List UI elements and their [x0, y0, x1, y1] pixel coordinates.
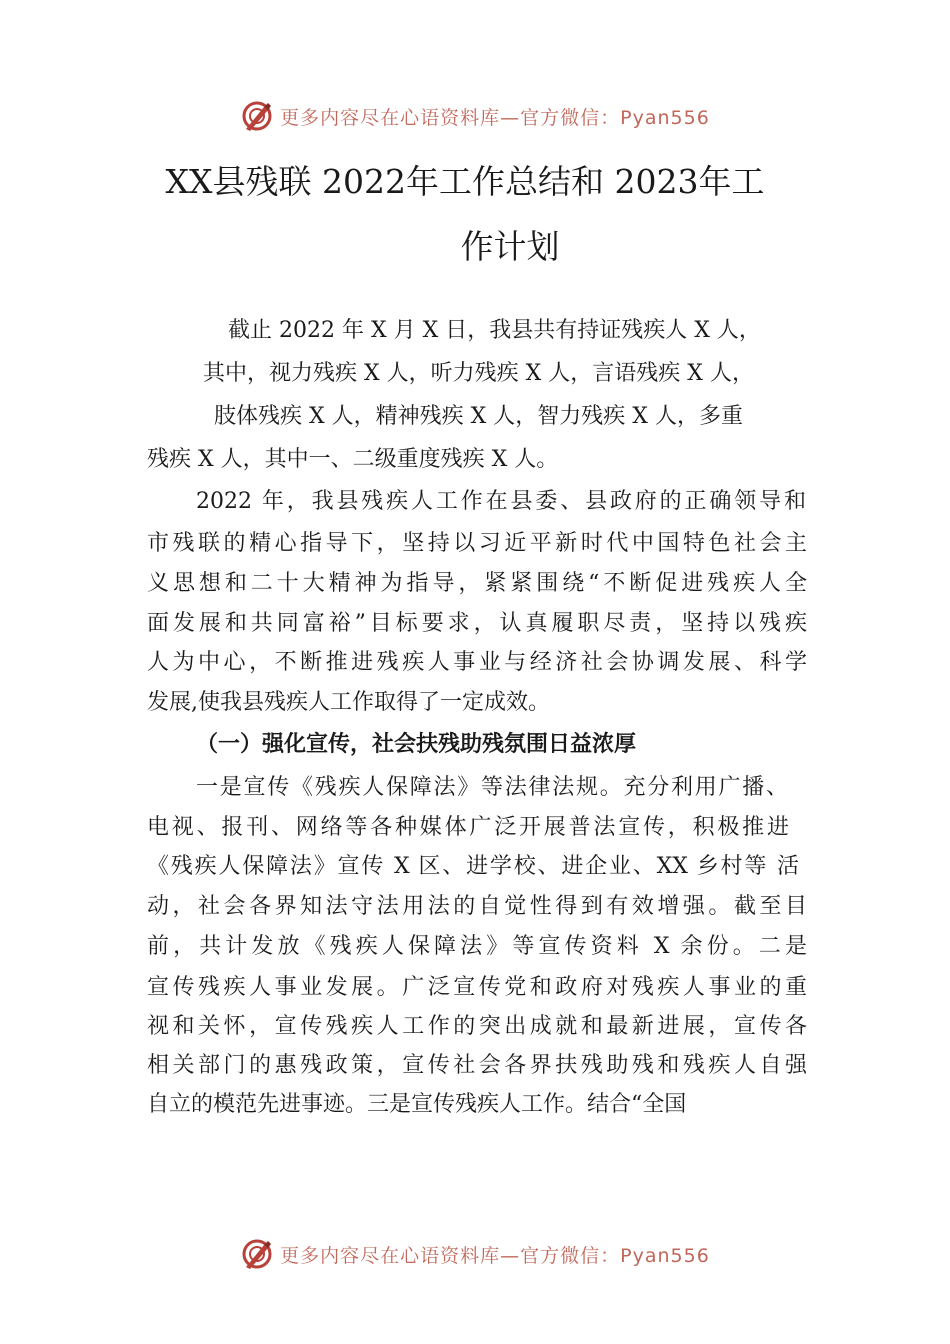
pen-logo-icon [240, 99, 274, 133]
body-line: 面发展和共同富裕”目标要求，认真履职尽责，坚持以残疾 [147, 611, 807, 636]
body-line: 一是宣传《残疾人保障法》等法律法规。充分利用广播、 [196, 775, 788, 800]
watermark-text: 更多内容尽在心语资料库—官方微信：Pyan556 [280, 1244, 710, 1267]
body-line: 电视、报刊、网络等各种媒体广泛开展普法宣传，积极推进 [147, 815, 789, 840]
body-line: 市残联的精心指导下，坚持以习近平新时代中国特色社会主 [147, 531, 807, 556]
body-line: 动，社会各界知法守法用法的自觉性得到有效增强。截至目 [147, 894, 807, 919]
section-heading: （一）强化宣传，社会扶残助残氛围日益浓厚 [196, 731, 637, 757]
body-line: 视和关怀，宣传残疾人工作的突出成就和最新进展，宣传各 [147, 1014, 807, 1039]
body-line: 自立的模范先进事迹。三是宣传残疾人工作。结合“全国 [147, 1092, 687, 1117]
body-line: 宣传残疾人事业发展。广泛宣传党和政府对残疾人事业的重 [147, 975, 807, 1000]
watermark-header [0, 96, 950, 136]
body-line: 《残疾人保障法》宣传 X 区、进学校、进企业、XX 乡村等 活 [147, 854, 799, 879]
document-title-line-2: 作计划 [460, 227, 560, 266]
watermark-footer [0, 1234, 950, 1274]
body-line: 肢体残疾 X 人，精神残疾 X 人，智力残疾 X 人，多重 [214, 404, 743, 429]
body-line: 2022 年，我县残疾人工作在县委、县政府的正确领导和 [196, 489, 806, 514]
body-line: 人为中心，不断推进残疾人事业与经济社会协调发展、科学 [147, 650, 807, 675]
body-line: 发展,使我县残疾人工作取得了一定成效。 [147, 690, 550, 715]
body-line: 前，共计发放《残疾人保障法》等宣传资料 X 余份。二是 [147, 934, 807, 959]
pen-logo-icon [240, 1237, 274, 1271]
body-line: 相关部门的惠残政策，宣传社会各界扶残助残和残疾人自强 [147, 1053, 807, 1078]
body-line: 残疾 X 人，其中一、二级重度残疾 X 人。 [147, 447, 559, 472]
watermark-text: 更多内容尽在心语资料库—官方微信：Pyan556 [280, 106, 710, 129]
body-line: 截止 2022 年 X 月 X 日，我县共有持证残疾人 X 人， [228, 318, 761, 343]
document-title-line-1: XX县残联 2022年工作总结和 2023年工 [165, 162, 765, 201]
body-line: 其中，视力残疾 X 人，听力残疾 X 人，言语残疾 X 人， [203, 361, 754, 386]
body-line: 义思想和二十大精神为指导，紧紧围绕“不断促进残疾人全 [147, 571, 807, 596]
